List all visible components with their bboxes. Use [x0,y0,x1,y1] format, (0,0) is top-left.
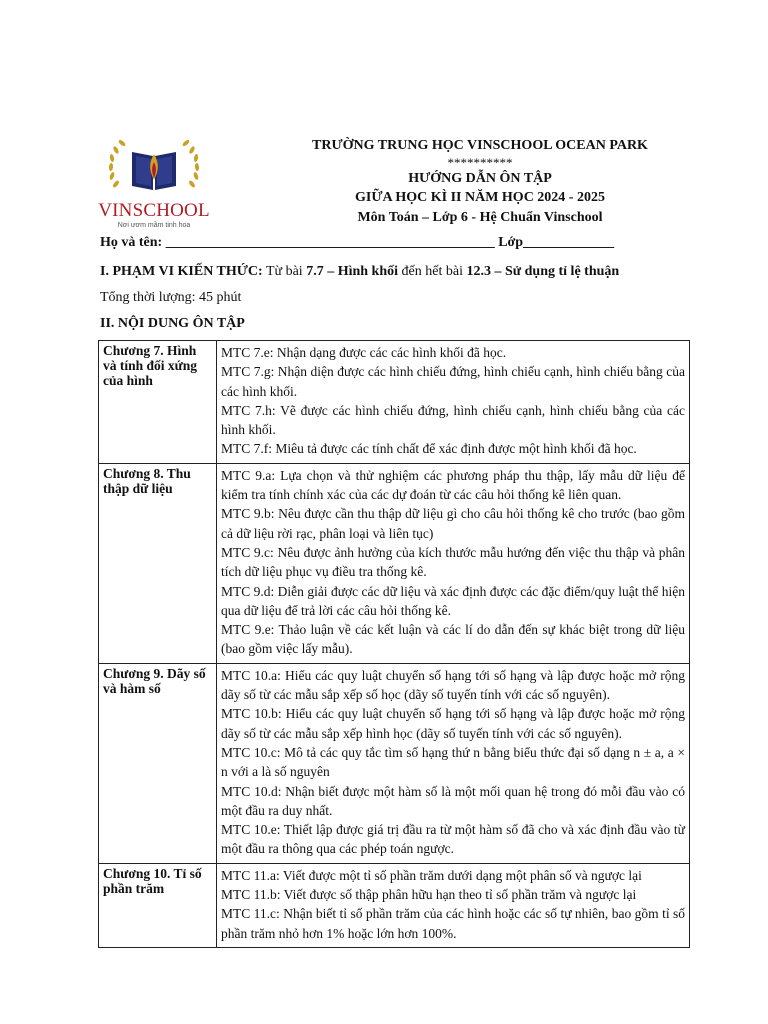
objective-item: MTC 7.h: Vẽ được các hình chiếu đứng, hình chiếu cạnh, hình chiếu bằng của các hình khối. [221,402,685,438]
term-title: GIỮA HỌC KÌ II NĂM HỌC 2024 - 2025 [355,190,605,205]
objective-item: MTC 10.e: Thiết lập được giá trị đầu ra từ một hàm số đã cho và xác định đầu vào từ một đầu ra thông qua các phép toán ngược. [221,822,685,857]
objective-item: MTC 11.b: Viết được số thập phân hữu hạn theo tỉ số phần trăm và ngược lại [221,887,637,903]
objective-item: MTC 9.b: Nêu được cần thu thập dữ liệu gì cho câu hỏi thống kê cho trước (bao gồm cả dữ liệu rời rạc, phân loại và liên tục) [221,506,685,541]
scope-from-text: Từ bài [265,264,303,279]
chapter-title: Chương 8. Thu thập dữ liệu [99,463,217,663]
document-title: HƯỚNG DẪN ÔN TẬP [408,170,552,186]
table-row [99,463,690,663]
subject-title: Môn Toán – Lớp 6 - Hệ Chuẩn Vinschool [357,209,603,225]
school-name: TRƯỜNG TRUNG HỌC VINSCHOOL OCEAN PARK [312,138,648,153]
objective-item: MTC 9.e: Thảo luận về các kết luận và các lí do dẫn đến sự khác biệt trong dữ liệu (bao gồm việc lấy mẫu). [221,622,685,657]
scope-to-lesson: 12.3 – Sử dụng tỉ lệ thuận [466,264,620,279]
name-label: Họ và tên: [100,235,163,250]
objective-item: MTC 10.a: Hiểu các quy luật chuyển số hạng tới số hạng và lập được hoặc mở rộng dãy số từ các mẫu sắp xếp số học (dãy số tuyến tính với các số nguyên). [221,667,685,703]
chapter-objectives [217,863,690,947]
objective-item: MTC 9.d: Diễn giải được các dữ liệu và xác định được các đặc điểm/quy luật thể hiện qua dữ liệu để trả lời các câu hỏi thống kê. [221,583,685,618]
objective-item: MTC 9.a: Lựa chọn và thử nghiệm các phương pháp thu thập, lấy mẫu dữ liệu để kiểm tra tính chính xác của các dự đoán từ các câu hỏi thống kê liên quan. [221,467,685,503]
scope-to-text: đến hết bài [401,264,463,279]
table-row [99,663,690,863]
chapter-title: Chương 10. Tỉ số phần trăm [99,863,217,947]
book-crest-icon [98,132,210,202]
review-content-table [98,340,690,948]
class-blank: _____________ [523,235,615,250]
objective-item: MTC 10.d: Nhận biết được một hàm số là một mối quan hệ trong đó mỗi đầu vào có một đầu ra duy nhất. [221,783,685,818]
scope-section [100,264,619,280]
scope-label: I. PHẠM VI KIẾN THỨC: [100,264,263,279]
header-divider: ********** [447,154,513,170]
objective-item: MTC 10.c: Mô tả các quy tắc tìm số hạng thứ n bằng biểu thức đại số dạng n ± a, a × n với a là số nguyên [221,744,685,780]
chapter-objectives [217,663,690,863]
brand-name: VINSCHOOL [98,200,210,221]
objective-item: MTC 7.f: Miêu tả được các tính chất để xác định được một hình khối đã học. [221,441,637,457]
chapter-objectives [217,463,690,663]
objective-item: MTC 7.g: Nhận diện được các hình chiếu đứng, hình chiếu cạnh, hình chiếu bằng của các hình khối. [221,364,685,399]
exam-duration: Tổng thời lượng: 45 phút [100,290,242,305]
brand-tagline: Nơi ươm mầm tinh hoa [117,222,191,229]
scope-from-lesson: 7.7 – Hình khối [306,264,399,279]
name-blank: _______________________________________________ [165,235,495,250]
objective-item: MTC 11.c: Nhận biết tỉ số phần trăm của các hình hoặc các số tự nhiên, bao gồm tỉ số phần trăm nhỏ hơn 1% hoặc lớn hơn 100%. [221,906,685,941]
table-row [99,863,690,947]
chapter-title: Chương 9. Dãy số và hàm số [99,663,217,863]
objective-item: MTC 10.b: Hiểu các quy luật chuyển số hạng tới số hạng và lập được hoặc mở rộng dãy số từ các mẫu sắp xếp hình học (dãy số tuyến tính với các số nguyên). [221,706,685,741]
objective-item: MTC 9.c: Nêu được ảnh hưởng của kích thước mẫu hướng đến việc thu thập và phân tích dữ liệu phục vụ điều tra thống kê. [221,544,685,580]
class-label: Lớp [498,235,524,250]
document-header [300,136,660,227]
content-section-title: II. NỘI DUNG ÔN TẬP [100,316,245,331]
chapter-objectives [217,341,690,464]
objective-item: MTC 7.e: Nhận dạng được các các hình khối đã học. [221,345,507,360]
objective-item: MTC 11.a: Viết được một tỉ số phần trăm dưới dạng một phân số và ngược lại [221,867,642,883]
table-row [99,341,690,464]
student-info-line [100,235,614,251]
chapter-title: Chương 7. Hình và tính đối xứng của hình [99,341,217,464]
